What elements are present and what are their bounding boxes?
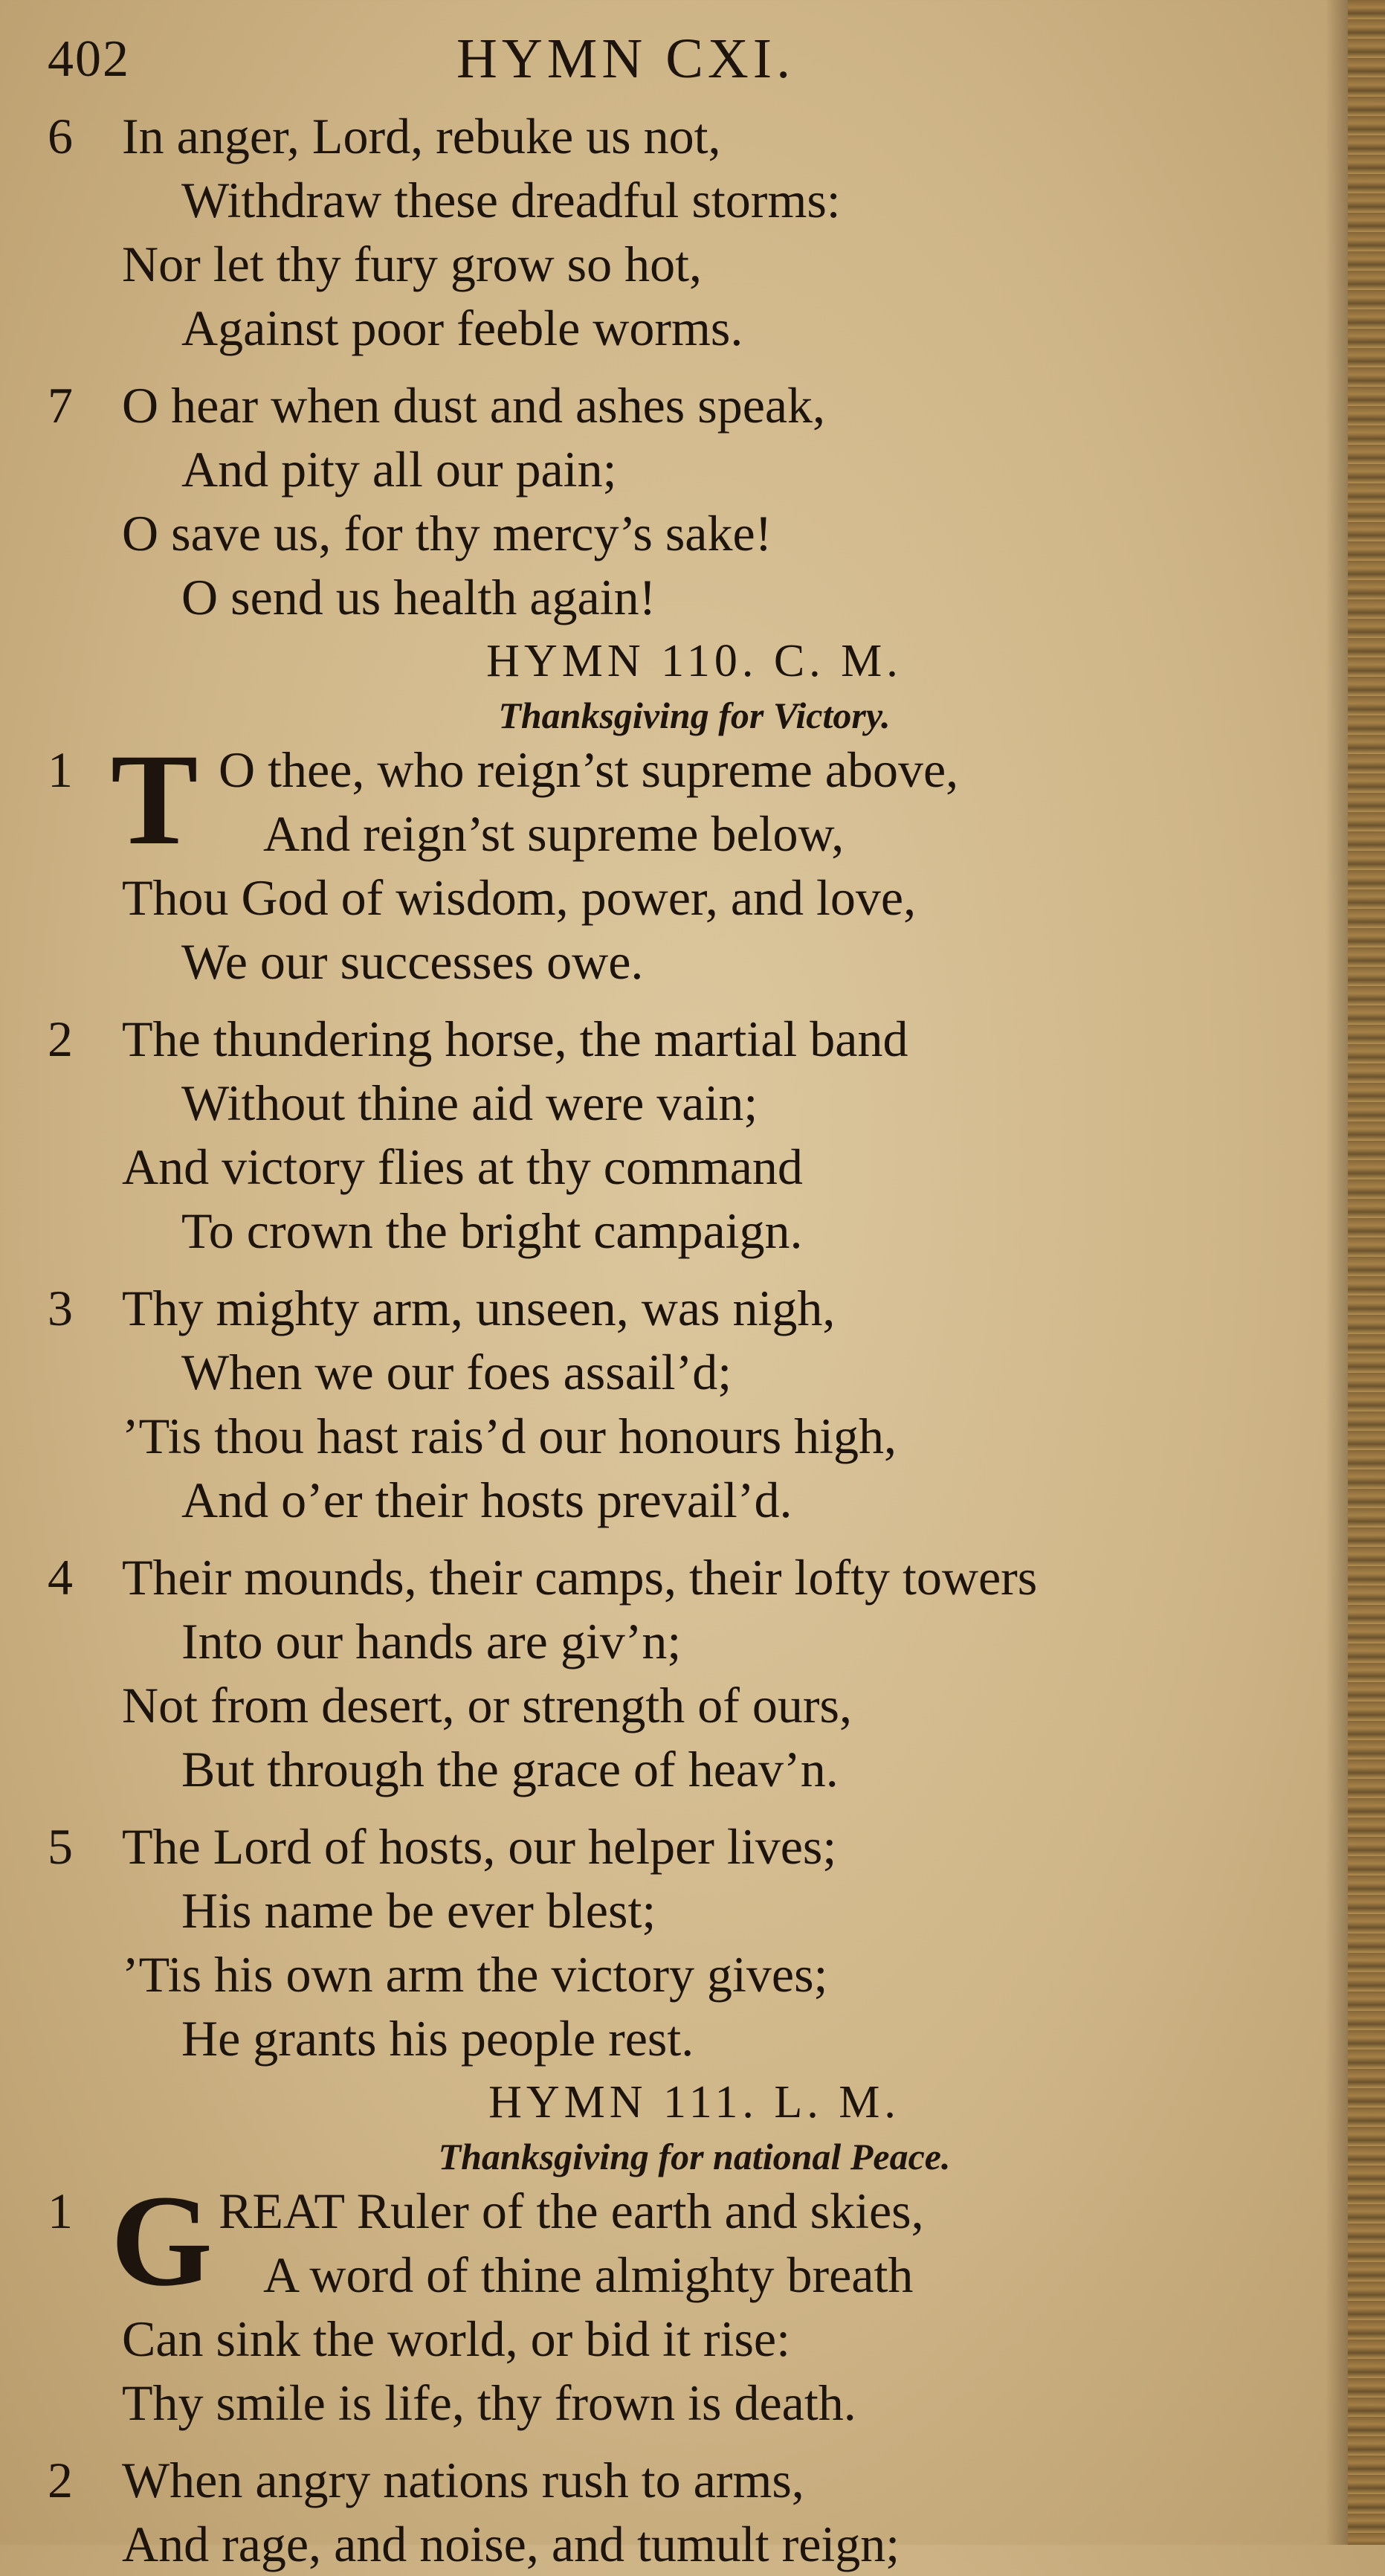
hymn-subtitle: Thanksgiving for national Peace. xyxy=(438,2136,951,2177)
verse-line xyxy=(48,1609,1311,1673)
verse-text: O send us health again! xyxy=(181,569,656,625)
verse-line xyxy=(48,1404,1311,1468)
hymn-title: HYMN 110. C. M. xyxy=(486,636,903,686)
verse-text: Not from desert, or strength of ours, xyxy=(122,1677,853,1733)
verse-line xyxy=(48,1071,1311,1135)
verse-text: And rage, and noise, and tumult reign; xyxy=(122,2516,900,2572)
verse-line xyxy=(48,1815,1311,1878)
verse-text: ’Tis his own arm the victory gives; xyxy=(122,1946,828,2003)
verse-text: ’Tis thou hast rais’d our honours high, xyxy=(122,1408,897,1464)
verse-number: 1 xyxy=(48,2183,73,2239)
verse-text: O hear when dust and ashes speak, xyxy=(122,377,826,434)
verse-line xyxy=(48,565,1311,629)
verse-line xyxy=(48,1468,1311,1532)
verse-text: Thy smile is life, thy frown is death. xyxy=(122,2374,856,2431)
verse-text: Into our hands are giv’n; xyxy=(181,1613,682,1669)
verse-text: Withdraw these dreadful storms: xyxy=(181,172,841,228)
verse-line xyxy=(48,168,1311,232)
verse-text: Against poor feeble worms. xyxy=(181,300,743,356)
drop-cap: T xyxy=(111,727,198,872)
page-gutter-shadow xyxy=(1326,0,1348,2545)
verse-text: Without thine aid were vain; xyxy=(181,1075,758,1131)
page-number: 402 xyxy=(48,30,130,88)
verse-line xyxy=(48,1135,1311,1199)
verse-line xyxy=(48,501,1311,565)
verse-number: 1 xyxy=(48,741,73,798)
verse-line xyxy=(48,1878,1311,1942)
page-edge xyxy=(1348,0,1385,2545)
verse-text: And victory flies at thy command xyxy=(122,1139,803,1195)
verse-text: And pity all our pain; xyxy=(181,441,617,498)
verse-text: REAT Ruler of the earth and skies, xyxy=(219,2183,924,2239)
verse-text: And o’er their hosts prevail’d. xyxy=(181,1472,792,1528)
verse-text: And reign’st supreme below, xyxy=(263,805,845,862)
verse-number: 5 xyxy=(48,1818,73,1875)
verse-text: When we our foes assail’d; xyxy=(181,1344,732,1400)
verse-text: In anger, Lord, rebuke us not, xyxy=(122,108,721,164)
verse-text: He grants his people rest. xyxy=(181,2010,694,2067)
page-header xyxy=(48,22,1311,104)
verse-line xyxy=(48,930,1311,994)
hymn-subtitle: Thanksgiving for Victory. xyxy=(498,695,891,736)
verse-text: Thy mighty arm, unseen, was nigh, xyxy=(122,1280,836,1336)
verse-number: 3 xyxy=(48,1280,73,1336)
drop-cap: G xyxy=(111,2168,213,2313)
verse-line xyxy=(48,296,1311,360)
verse-line xyxy=(48,1545,1311,1609)
verse-line xyxy=(48,2371,1311,2435)
verse-text: O thee, who reign’st supreme above, xyxy=(219,741,959,798)
verse-number: 7 xyxy=(48,377,73,434)
verse-text: The thundering horse, the martial band xyxy=(122,1011,908,1067)
verse-line xyxy=(48,1737,1311,1801)
verse-line xyxy=(48,104,1311,168)
verse-line xyxy=(48,437,1311,501)
verse-line xyxy=(48,232,1311,296)
verse-text: Can sink the world, or bid it rise: xyxy=(122,2311,791,2367)
verse-line xyxy=(48,2448,1311,2512)
verse-text: To crown the bright campaign. xyxy=(181,1202,803,1259)
verse-line xyxy=(48,1199,1311,1263)
verse-line xyxy=(48,1340,1311,1404)
verse-text: We our successes owe. xyxy=(181,933,644,990)
page-body xyxy=(48,104,1311,2576)
verse-first-lines xyxy=(48,2168,1311,2313)
verse-line xyxy=(48,866,1311,930)
verse-line xyxy=(48,2307,1311,2371)
verse-line xyxy=(48,1276,1311,1340)
verse-text: When angry nations rush to arms, xyxy=(122,2452,804,2508)
verse-text: Nor let thy fury grow so hot, xyxy=(122,236,703,292)
verse-line xyxy=(48,1942,1311,2006)
verse-text: His name be ever blest; xyxy=(181,1882,656,1939)
verse-line xyxy=(48,2006,1311,2070)
hymn-title: HYMN 111. L. M. xyxy=(488,2077,900,2128)
verse-line xyxy=(48,1673,1311,1737)
verse-text: Their mounds, their camps, their lofty towers xyxy=(122,1549,1038,1606)
verse-text: Thou God of wisdom, power, and love, xyxy=(122,869,917,926)
verse-text: But through the grace of heav’n. xyxy=(181,1741,839,1797)
verse-text: O save us, for thy mercy’s sake! xyxy=(122,505,772,561)
verse-line xyxy=(48,1007,1311,1071)
verse-line xyxy=(48,373,1311,437)
verse-number: 4 xyxy=(48,1549,73,1606)
verse-number: 6 xyxy=(48,108,73,164)
running-title: HYMN CXI. xyxy=(456,28,795,90)
verse-number: 2 xyxy=(48,1011,73,1067)
verse-number: 2 xyxy=(48,2452,73,2508)
verse-text: A word of thine almighty breath xyxy=(263,2247,914,2303)
verse-first-lines xyxy=(48,727,1311,872)
verse-text: The Lord of hosts, our helper lives; xyxy=(122,1818,837,1875)
verse-line xyxy=(48,2512,1311,2576)
